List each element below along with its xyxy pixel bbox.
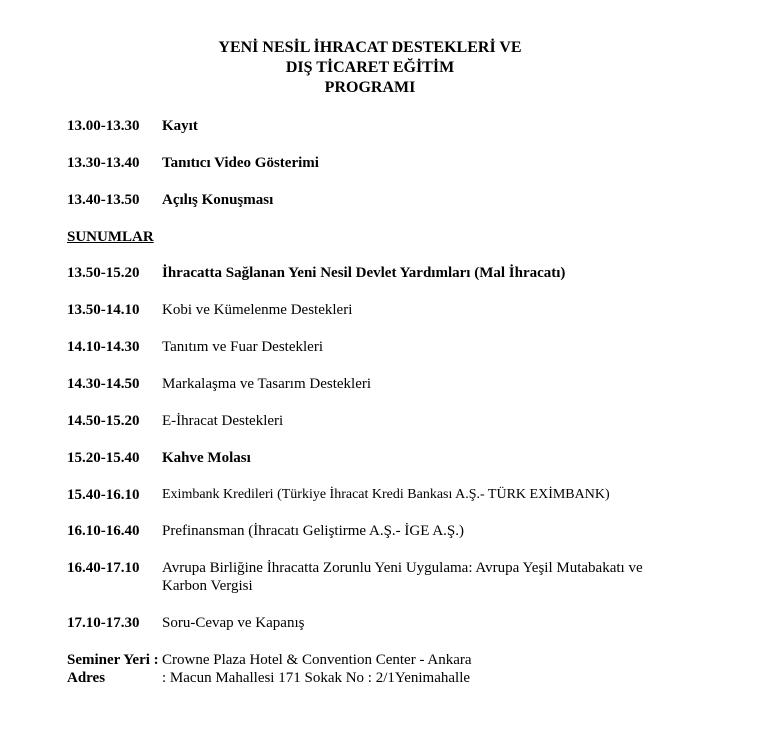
presentation-label: Markalaşma ve Tasarım Destekleri [162, 376, 372, 392]
presentation-time: 17.10-17.30 [67, 615, 140, 631]
presentation-row [67, 486, 610, 504]
presentation-row [67, 264, 565, 282]
presentation-time: 16.10-16.40 [67, 523, 140, 539]
presentation-label: Tanıtım ve Fuar Destekleri [162, 339, 323, 355]
section-heading: SUNUMLAR [67, 229, 154, 245]
presentation-time: 13.50-15.20 [67, 265, 140, 281]
presentation-label: Kobi ve Kümelenme Destekleri [162, 302, 353, 318]
presentation-time: 15.40-16.10 [67, 487, 140, 503]
presentation-time: 14.10-14.30 [67, 339, 140, 355]
presentation-time: 14.50-15.20 [67, 413, 140, 429]
presentation-label: E-İhracat Destekleri [162, 413, 284, 429]
presentation-label: Soru-Cevap ve Kapanış [162, 615, 305, 631]
presentation-row [67, 522, 464, 540]
presentation-row [67, 301, 352, 319]
presentation-row [67, 449, 251, 467]
presentation-row [67, 338, 323, 356]
presentation-time: 15.20-15.40 [67, 450, 140, 466]
presentation-label: İhracatta Sağlanan Yeni Nesil Devlet Yardımları (Mal İhracatı) [162, 265, 566, 281]
schedule-time: 13.30-13.40 [67, 155, 140, 171]
venue-label: Seminer Yeri [67, 652, 150, 668]
presentation-label: Prefinansman (İhracatı Geliştirme A.Ş.- İGE A.Ş.) [162, 523, 465, 539]
presentation-time: 14.30-14.50 [67, 376, 140, 392]
schedule-label: Kayıt [162, 118, 198, 134]
title-line-3: PROGRAMI [324, 79, 416, 96]
presentation-label: Kahve Molası [162, 450, 251, 466]
address-value: Macun Mahallesi 171 Sokak No : 2/1Yenimahalle [169, 670, 471, 686]
schedule-row [67, 191, 273, 209]
title-line-1: YENİ NESİL İHRACAT DESTEKLERİ VE [218, 39, 522, 56]
presentation-row [67, 614, 304, 632]
venue-value: Crowne Plaza Hotel & Convention Center - Ankara [162, 652, 472, 668]
venue-line [67, 651, 472, 669]
schedule-label: Tanıtıcı Video Gösterimi [162, 155, 319, 171]
presentation-row [67, 375, 371, 393]
presentation-time: 13.50-14.10 [67, 302, 140, 318]
presentation-row [67, 412, 283, 430]
schedule-row [67, 117, 198, 135]
address-label: Adres [67, 670, 106, 686]
venue-separator: : [149, 652, 159, 668]
presentation-time: 16.40-17.10 [67, 560, 140, 576]
presentation-label: Eximbank Kredileri (Türkiye İhracat Kredi Bankası A.Ş.- TÜRK EXİMBANK) [162, 487, 610, 502]
presentation-label: Avrupa Birliğine İhracatta Zorunlu Yeni Uygulama: Avrupa Yeşil Mutabakatı ve Karbon Vergisi [162, 560, 643, 594]
schedule-time: 13.40-13.50 [67, 192, 140, 208]
presentation-row [67, 559, 672, 595]
schedule-time: 13.00-13.30 [67, 118, 140, 134]
schedule-label: Açılış Konuşması [162, 192, 274, 208]
schedule-row [67, 154, 319, 172]
address-line [67, 669, 470, 687]
title-line-2: DIŞ TİCARET EĞİTİM [285, 59, 455, 76]
address-separator: : [162, 670, 170, 686]
